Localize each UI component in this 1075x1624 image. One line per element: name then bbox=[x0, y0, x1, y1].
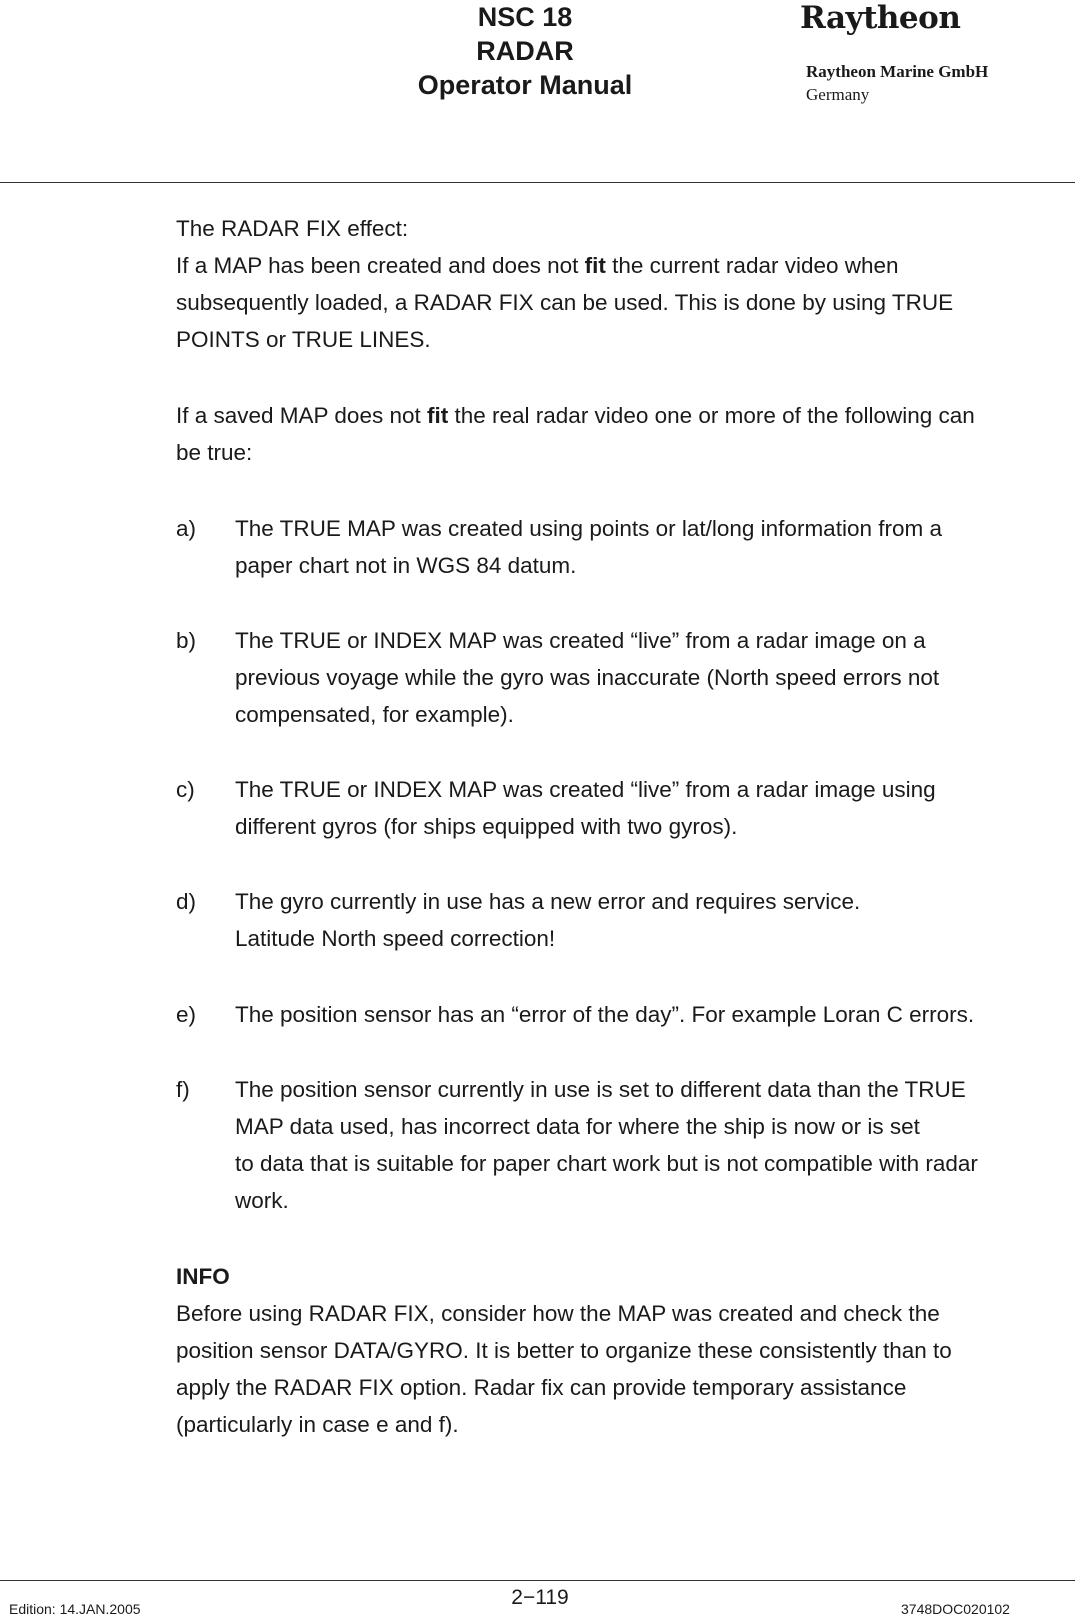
edition-date: Edition: 14.JAN.2005 bbox=[9, 1601, 141, 1617]
intro-line: POINTS or TRUE LINES. bbox=[176, 327, 431, 352]
item-label: b) bbox=[176, 628, 197, 653]
document-title bbox=[300, 0, 750, 102]
fit-line: be true: bbox=[176, 440, 253, 465]
item-label: c) bbox=[176, 777, 195, 802]
item-line: The gyro currently in use has a new error and requires service. bbox=[235, 889, 861, 914]
item-line: MAP data used, has incorrect data for where the ship is now or is set bbox=[235, 1114, 920, 1139]
intro-line: subsequently loaded, a RADAR FIX can be used. This is done by using TRUE bbox=[176, 290, 954, 315]
item-label: d) bbox=[176, 889, 197, 914]
title-manual: Operator Manual bbox=[417, 70, 633, 100]
item-line: work. bbox=[235, 1188, 289, 1213]
item-line: The TRUE or INDEX MAP was created “live” from a radar image on a bbox=[235, 628, 926, 653]
text-run: the real radar video one or more of the following can bbox=[448, 403, 975, 428]
company-info bbox=[806, 60, 988, 106]
info-line: (particularly in case e and f). bbox=[176, 1412, 459, 1437]
emphasis-fit: fit bbox=[584, 253, 606, 278]
page-number: 2−119 bbox=[511, 1586, 569, 1609]
title-product: NSC 18 bbox=[477, 2, 573, 32]
item-label: a) bbox=[176, 516, 197, 541]
title-system: RADAR bbox=[476, 36, 574, 66]
item-line: The position sensor currently in use is set to different data than the TRUE bbox=[235, 1077, 966, 1102]
header-divider bbox=[0, 182, 1075, 183]
info-heading: INFO bbox=[176, 1264, 230, 1289]
footer-divider bbox=[0, 1580, 1075, 1581]
document-number: 3748DOC020102 bbox=[901, 1601, 1010, 1617]
fit-line bbox=[176, 397, 1075, 434]
intro-line bbox=[176, 247, 1075, 284]
item-line: The TRUE MAP was created using points or lat/long information from a bbox=[235, 516, 942, 541]
item-line: previous voyage while the gyro was inaccurate (North speed errors not bbox=[235, 665, 940, 690]
info-line: apply the RADAR FIX option. Radar fix can provide temporary assistance bbox=[176, 1375, 907, 1400]
intro-paragraph bbox=[176, 210, 1075, 358]
item-line: Latitude North speed correction! bbox=[235, 926, 556, 951]
item-line: The TRUE or INDEX MAP was created “live” from a radar image using bbox=[235, 777, 936, 802]
item-line: different gyros (for ships equipped with two gyros). bbox=[235, 814, 738, 839]
text-run: If a saved MAP does not bbox=[176, 403, 427, 428]
raytheon-logo: Raytheon bbox=[800, 0, 961, 36]
item-label: f) bbox=[176, 1077, 190, 1102]
item-line: The position sensor has an “error of the day”. For example Loran C errors. bbox=[235, 1002, 975, 1027]
company-country: Germany bbox=[806, 85, 870, 104]
text-run: the current radar video when bbox=[605, 253, 899, 278]
fit-paragraph bbox=[176, 397, 1075, 471]
item-line: compensated, for example). bbox=[235, 702, 514, 727]
text-run: If a MAP has been created and does not bbox=[176, 253, 585, 278]
info-line: Before using RADAR FIX, consider how the MAP was created and check the bbox=[176, 1301, 940, 1326]
info-line: position sensor DATA/GYRO. It is better to organize these consistently than to bbox=[176, 1338, 952, 1363]
item-label: e) bbox=[176, 1002, 197, 1027]
item-line: paper chart not in WGS 84 datum. bbox=[235, 553, 577, 578]
info-block bbox=[176, 1258, 1075, 1443]
company-name: Raytheon Marine GmbH bbox=[806, 62, 989, 81]
emphasis-fit: fit bbox=[426, 403, 449, 428]
intro-line: The RADAR FIX effect: bbox=[176, 216, 409, 241]
item-line: to data that is suitable for paper chart work but is not compatible with radar bbox=[235, 1151, 978, 1176]
